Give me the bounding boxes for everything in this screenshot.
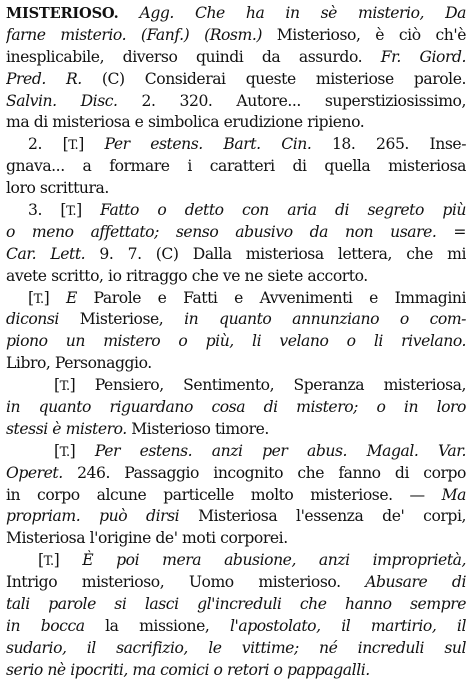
text-span: 9. 7. (C) Dalla misteriosa lettera, che mi	[85, 244, 466, 263]
text-span: 2. [	[28, 135, 69, 154]
text-span: avete scritto, io ritraggo che ve ne siete accorto.	[6, 266, 368, 285]
text-line	[6, 112, 466, 134]
italic-text: piono un mistero o più, li velano o li rivelano.	[6, 332, 466, 351]
text-span: T.	[59, 379, 70, 395]
text-line	[6, 200, 466, 222]
text-span: 18. 265. Inse-	[311, 135, 466, 154]
italic-text: propriam. può dirsi	[6, 507, 180, 526]
italic-text: tali parole si lasci gl'increduli che hanno sempre	[6, 595, 466, 614]
text-line	[6, 25, 466, 47]
text-span: 246. Passaggio incognito che fanno di corpo	[62, 463, 466, 482]
text-span: ]	[53, 551, 83, 570]
text-span: T.	[43, 554, 54, 570]
text-line	[6, 244, 466, 266]
text-line	[6, 309, 466, 331]
italic-text: serio nè ipocriti, ma comici o retori o pappagalli.	[6, 660, 370, 679]
text-line	[6, 156, 466, 178]
text-span: loro scrittura.	[6, 179, 109, 198]
text-line	[6, 266, 466, 288]
text-span: Misterioso timore.	[126, 419, 269, 438]
italic-text: farne misterio. (Fanf.)	[6, 25, 190, 44]
italic-text: Agg. Che ha in sè misterio, Da	[118, 4, 466, 22]
text-span: Misterioso, è ciò ch'è	[261, 25, 466, 44]
text-line	[6, 419, 466, 441]
text-span: 3. [	[28, 201, 67, 220]
text-span: Libro, Personaggio.	[6, 354, 152, 373]
text-line	[6, 47, 466, 69]
text-span: [	[54, 376, 60, 395]
italic-text: in quanto riguardano cosa di mistero; o in loro	[6, 398, 466, 417]
text-span: [	[28, 288, 34, 307]
text-line	[6, 506, 466, 528]
text-line	[6, 353, 466, 375]
text-line	[6, 485, 466, 507]
text-span	[189, 26, 204, 44]
italic-text: diconsi	[6, 310, 59, 329]
italic-text: È poi mera abusione, anzi improprietà,	[82, 551, 466, 570]
text-span: [	[38, 551, 44, 570]
text-span: gnava... a formare i caratteri di quella misteriosa	[6, 157, 466, 176]
text-line	[6, 616, 466, 638]
text-span: Misteriosa l'essenza de' corpi,	[179, 507, 466, 526]
headword: MISTERIOSO.	[6, 5, 119, 22]
text-line	[6, 397, 466, 419]
text-line	[6, 550, 466, 572]
italic-text: l'apostolato, il martirio, il	[229, 616, 466, 635]
text-span: ]	[43, 288, 66, 307]
text-span: T.	[66, 204, 77, 220]
text-line	[6, 441, 466, 463]
text-line	[6, 528, 466, 550]
italic-text: in quanto annunziano o com-	[184, 310, 466, 329]
text-span: =	[436, 222, 466, 241]
text-line	[6, 572, 466, 594]
italic-text: Ma	[441, 485, 466, 504]
italic-text: o meno affettato; senso abusivo da non usare.	[6, 222, 437, 241]
italic-text: Fr. Giord.	[380, 47, 466, 66]
text-span: la missione,	[84, 616, 230, 635]
text-line	[6, 91, 466, 113]
italic-text: in bocca	[6, 616, 85, 635]
italic-text: sudario, il sacrifizio, le vittime; né increduli sul	[6, 638, 466, 657]
italic-text: Abusare di	[365, 573, 466, 592]
text-span: T.	[68, 138, 79, 154]
italic-text: (Rosm.)	[204, 25, 262, 44]
text-line	[6, 375, 466, 397]
text-span: Parole e Fatti e Avvenimenti e Immagini	[76, 288, 466, 307]
text-span: T.	[33, 291, 44, 307]
text-line	[6, 288, 466, 310]
text-line	[6, 69, 466, 91]
text-span: T.	[59, 444, 70, 460]
text-span: 2. 320. Autore... superstiziosissimo,	[117, 91, 466, 110]
text-line	[6, 3, 466, 25]
text-line	[6, 660, 466, 682]
italic-text: Operet.	[6, 463, 63, 482]
text-line	[6, 331, 466, 353]
text-span: Intrigo misterioso, Uomo misterioso.	[6, 573, 366, 592]
text-span: ma di misteriosa e simbolica erudizione ripieno.	[6, 113, 365, 132]
dictionary-entry-misterioso	[6, 3, 466, 682]
italic-text: Fatto o detto con aria di segreto più	[100, 201, 466, 220]
text-line	[6, 638, 466, 660]
text-span: Misteriose,	[58, 310, 185, 329]
italic-text: Pred. R.	[6, 69, 82, 88]
italic-text: stessi è mistero.	[6, 419, 127, 438]
text-span: Misteriosa l'origine de' moti corporei.	[6, 529, 288, 548]
text-line	[6, 463, 466, 485]
text-span: ]	[69, 441, 95, 460]
text-span: [	[54, 441, 60, 460]
text-line	[6, 594, 466, 616]
text-line	[6, 178, 466, 200]
italic-text: E	[65, 288, 77, 307]
text-span: (C) Considerai queste misteriose parole.	[81, 69, 466, 88]
text-span: in corpo alcune particelle molto misteriose. —	[6, 485, 442, 504]
italic-text: Salvin. Disc.	[6, 91, 118, 110]
italic-text: Per estens. anzi per abus. Magal. Var.	[94, 441, 466, 460]
italic-text: Per estens. Bart. Cin.	[104, 135, 312, 154]
text-span: inesplicabile, diverso quindi da assurdo.	[6, 47, 381, 66]
text-line	[6, 222, 466, 244]
text-line	[6, 134, 466, 156]
text-span: ]	[78, 135, 105, 154]
italic-text: Car. Lett.	[6, 244, 86, 263]
text-span: ]	[76, 201, 101, 220]
text-span: ] Pensiero, Sentimento, Speranza misteriosa,	[69, 376, 466, 395]
